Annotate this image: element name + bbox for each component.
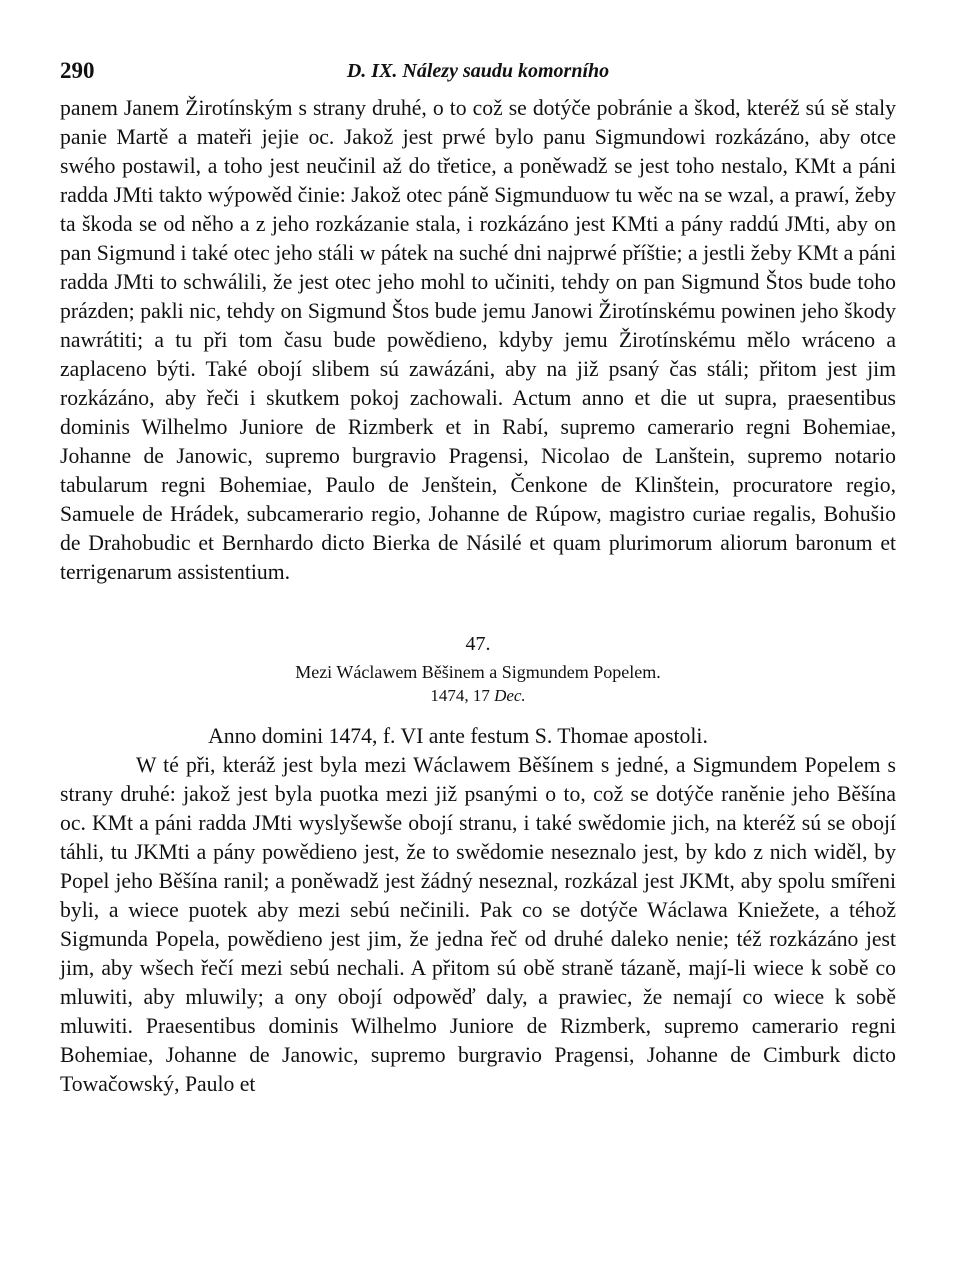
entry-date-day: 1474, 17: [430, 686, 490, 705]
page-number: 290: [60, 58, 95, 83]
entry-number: 47.: [465, 633, 491, 655]
entry-date: [60, 684, 896, 708]
body-paragraph-2: W té při, kteráž jest byla mezi Wáclawem Běšínem s jedné, a Sigmundem Popelem s strany druhé: jakož jest byla puotka mezi již psanými o to, což se dotýče raněnie jeho Běšína oc. KMt a páni radda JMti wyslyšewše obojí stranu, i také swědomie jich, na kteréž sú se obojí táhli, tu JKMti a pány powědieno jest, že to swědomie neseznalo jest, by kdo z nich widěl, by Popel jeho Běšína ranil; a poněwadž jest žádný neseznal, rozkázal jest JKMt, aby spolu smířeni byli, a wiece puotek aby mezi sebú nečinili. Pak co se dotýče Wáclawa Kniežete, a téhož Sigmunda Popela, powědieno jest jim, že jedna řeč od druhé daleko nenie; též rozkázáno jest jim, aby wšech řečí mezi sebú nechali. A přitom sú obě straně tázaně, mají-li wiece k sobě co mluwiti, aby mluwily; a ony obojí odpowěď daly, a prawiec, že nemají co wiece k sobě mluwiti. Praesentibus dominis Wilhelmo Juniore de Rizmberk, supremo camerario regni Bohemiae, Johanne de Janowic, supremo burgravio Pragensi, Johanne de Cimburk dicto Towačowský, Paulo et: [60, 753, 896, 1096]
dateline: Anno domini 1474, f. VI ante festum S. Thomae apostoli.: [208, 724, 708, 748]
entry-title: Mezi Wáclawem Běšinem a Sigmundem Popelem.: [295, 662, 661, 682]
entry-date-month: Dec.: [494, 686, 526, 705]
running-title: D. IX. Nálezy saudu komorního: [346, 60, 610, 82]
body-paragraph-1: panem Janem Žirotínským s strany druhé, o to což se dotýče pobránie a škod, kteréž sú sě staly panie Martě a mateři jejie oc. Jakož jest prwé bylo panu Sigmundowi rozkázáno, aby otce swého postawil, a toho jest neučinil až do třetice, a poněwadž se jest toho nestalo, KMt a páni radda JMti takto wýpowěd činie: Jakož otec páně Sigmunduow tu wěc na se wzal, a prawí, žeby ta škoda se od něho a z jeho rozkázanie stala, i rozkázáno jest KMti a pány raddú JMti, aby on pan Sigmund i také otec jeho stáli w pátek na suché dni najprwé příštie; a jestli žeby KMt a páni radda JMti to schwálili, že jest otec jeho mohl to učiniti, tehdy on pan Sigmund Štos bude toho prázden; pakli nic, tehdy on Sigmund Štos bude jemu Janowi Žirotínskému powinen jeho škody nawrátiti; a tu při tom času bude powědieno, kdyby jemu Žirotínskému mělo wráceno a zaplaceno býti. Také obojí slibem sú zawázáni, aby na již psaný čas stáli; přitom jest jim rozkázáno, aby řeči i skutkem pokoj zachowali. Actum anno et die ut supra, praesentibus dominis Wilhelmo Juniore de Rizmberk et in Rabí, supremo camerario regni Bohemiae, Johanne de Janowic, supremo burgravio Pragensi, Nicolao de Lanštein, supremo notario tabularum regni Bohemiae, Paulo de Jenštein, Čenkone de Klinštein, procuratore regio, Samuele de Hrádek, subcamerario regio, Johanne de Rúpow, magistro curiae regalis, Bohušio de Drahobudic et Bernhardo dicto Bierka de Násilé et quam plurimorum aliorum baronum et terrigenarum assistentium.: [60, 96, 896, 584]
page-header: [60, 52, 896, 94]
document-page: [60, 52, 896, 1099]
